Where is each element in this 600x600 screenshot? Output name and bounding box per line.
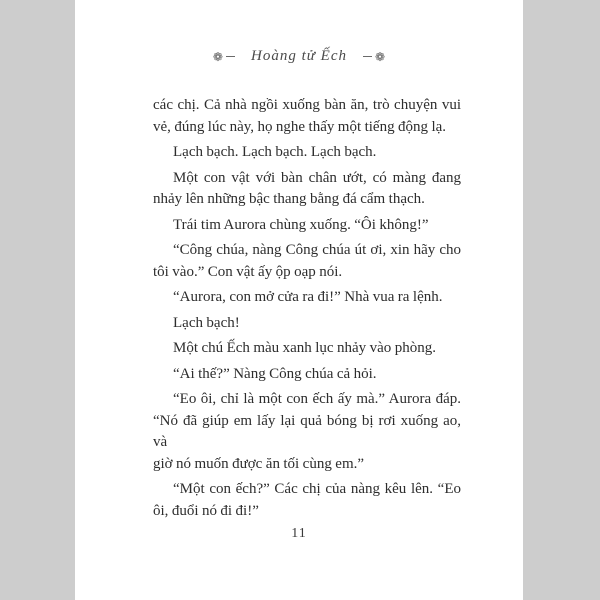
text-line: Một chú Ếch màu xanh lục nhảy vào phòng. [173, 340, 436, 356]
book-page [75, 0, 523, 600]
text-line: “Nó đã giúp em lấy lại quả bóng bị rơi xuống ao, và [153, 412, 461, 450]
text-line: “Aurora, con mở cửa ra đi!” Nhà vua ra lệnh. [173, 289, 443, 305]
left-margin-band [0, 0, 75, 600]
text-line: “Eo ôi, chỉ là một con ếch ấy mà.” Aurora đáp. [173, 391, 461, 407]
paragraph [153, 389, 461, 475]
text-line: “Công chúa, nàng Công chúa út ơi, xin hãy cho [173, 242, 461, 258]
paragraph [153, 338, 461, 360]
paragraph [153, 479, 461, 522]
text-line: Một con vật với bàn chân ướt, có màng đang [173, 169, 461, 186]
paragraph [153, 168, 461, 211]
paragraph [153, 95, 461, 138]
running-header [75, 48, 523, 65]
right-margin-band [523, 0, 600, 600]
paragraph [153, 240, 461, 283]
paragraph [153, 364, 461, 386]
text-line: nhảy lên những bậc thang bằng đá cẩm thạch. [153, 191, 425, 207]
paragraph [153, 215, 461, 237]
text-line: Lạch bạch. Lạch bạch. Lạch bạch. [173, 144, 377, 160]
body-text [153, 95, 461, 526]
paragraph [153, 313, 461, 335]
text-line: “Ai thế?” Nàng Công chúa cả hỏi. [173, 365, 377, 382]
paragraph [153, 142, 461, 164]
ornament-rule [226, 56, 235, 57]
text-line: Trái tim Aurora chùng xuống. “Ôi không!” [173, 216, 429, 233]
text-line: Lạch bạch! [173, 314, 240, 331]
text-line: vẻ, đúng lúc này, họ nghe thấy một tiếng động lạ. [153, 118, 447, 135]
text-line: tôi vào.” Con vật ấy ộp oạp nói. [153, 263, 343, 280]
text-line: giờ nó muốn được ăn tối cùng em.” [153, 455, 365, 472]
text-line: các chị. Cả nhà ngồi xuống bàn ăn, trò chuyện vui [153, 97, 461, 113]
header-ornament-left [213, 51, 235, 63]
ornament-rule [363, 56, 372, 57]
chapter-title: Hoàng tử Ếch [250, 48, 347, 64]
page-number: 11 [291, 526, 307, 541]
text-line: ôi, đuổi nó đi đi!” [153, 502, 259, 519]
fleuron-icon: ❁ [375, 49, 386, 64]
header-ornament-right [363, 51, 385, 63]
text-line: “Một con ếch?” Các chị của nàng kêu lên. “Eo [173, 481, 461, 497]
fleuron-icon: ❁ [212, 49, 223, 64]
paragraph [153, 287, 461, 309]
